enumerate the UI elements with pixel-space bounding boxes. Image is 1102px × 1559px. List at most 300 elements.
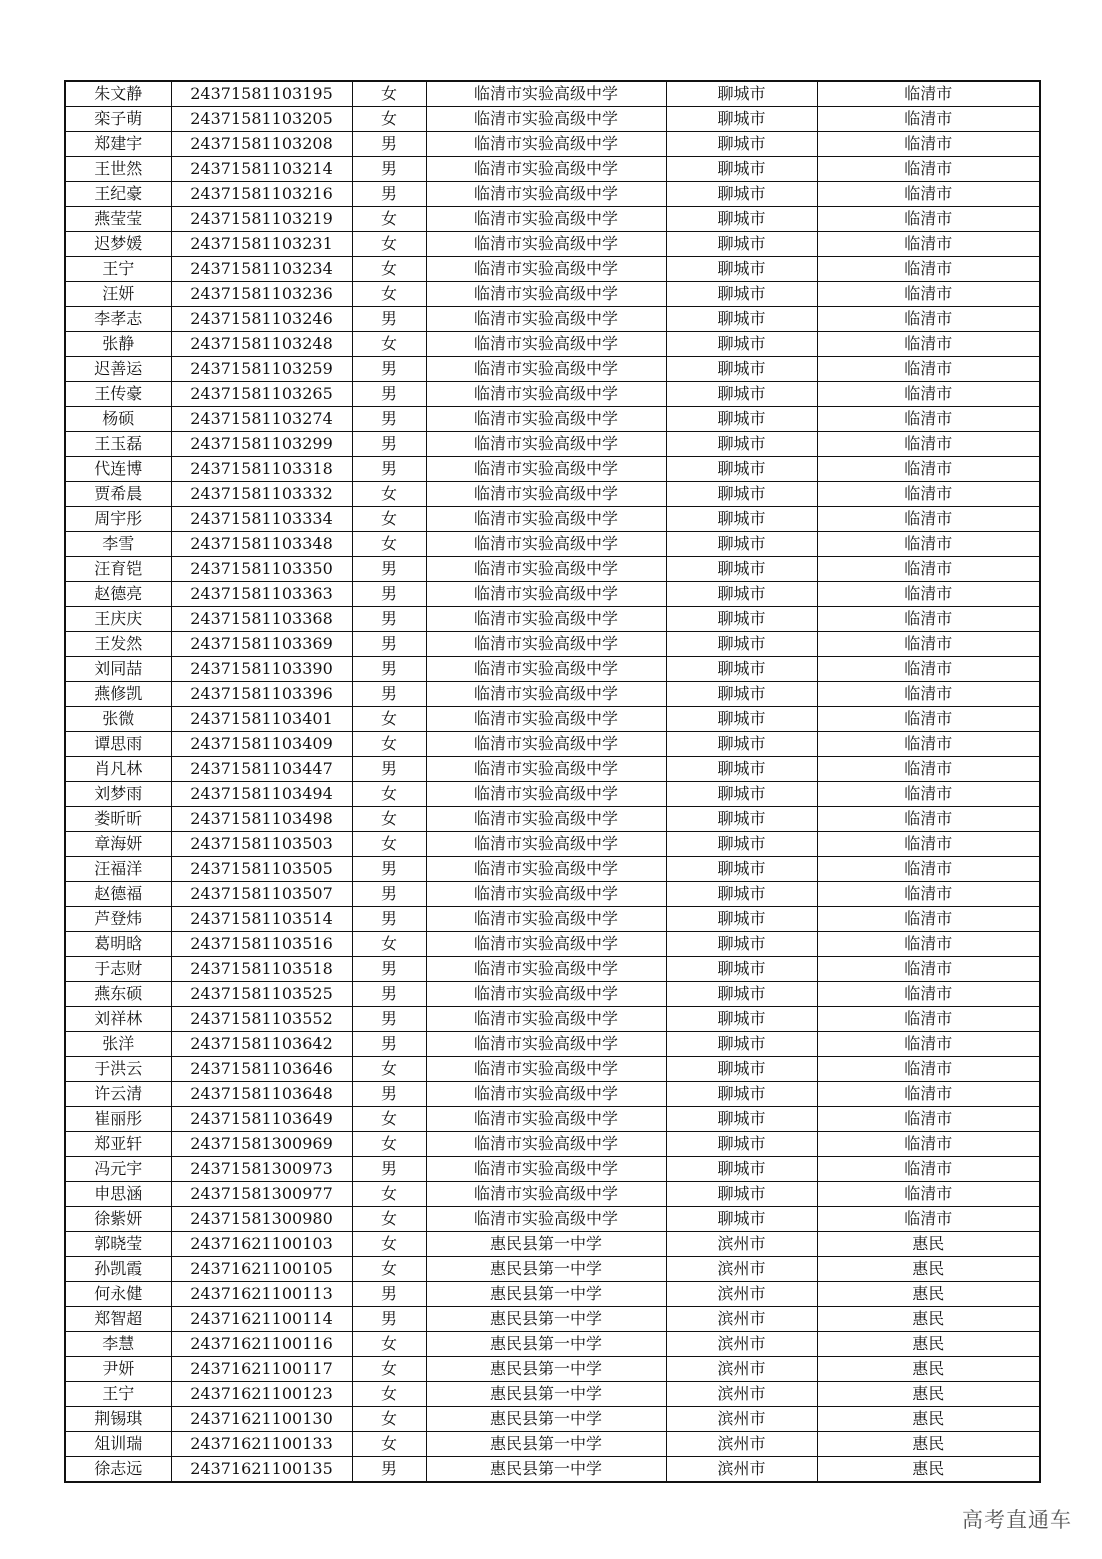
county-cell: 临清市 xyxy=(817,582,1040,607)
county-cell: 临清市 xyxy=(817,282,1040,307)
county-cell: 临清市 xyxy=(817,1032,1040,1057)
city-cell: 聊城市 xyxy=(666,657,817,682)
county-cell: 临清市 xyxy=(817,682,1040,707)
exam-id-cell: 24371581103498 xyxy=(171,807,352,832)
city-cell: 聊城市 xyxy=(666,732,817,757)
gender-cell: 女 xyxy=(352,832,426,857)
gender-cell: 女 xyxy=(352,1132,426,1157)
gender-cell: 男 xyxy=(352,982,426,1007)
school-cell: 惠民县第一中学 xyxy=(426,1407,666,1432)
student-name-cell: 郑智超 xyxy=(65,1307,171,1332)
school-cell: 临清市实验高级中学 xyxy=(426,182,666,207)
student-name-cell: 王世然 xyxy=(65,157,171,182)
student-name-cell: 崔丽彤 xyxy=(65,1107,171,1132)
city-cell: 聊城市 xyxy=(666,357,817,382)
table-row xyxy=(65,1107,1040,1132)
student-name-cell: 章海妍 xyxy=(65,832,171,857)
student-name-cell: 周宇彤 xyxy=(65,507,171,532)
city-cell: 聊城市 xyxy=(666,332,817,357)
city-cell: 聊城市 xyxy=(666,857,817,882)
table-row xyxy=(65,157,1040,182)
student-name-cell: 刘梦雨 xyxy=(65,782,171,807)
gender-cell: 女 xyxy=(352,332,426,357)
county-cell: 惠民 xyxy=(817,1407,1040,1432)
school-cell: 临清市实验高级中学 xyxy=(426,482,666,507)
gender-cell: 女 xyxy=(352,1257,426,1282)
table-row xyxy=(65,182,1040,207)
gender-cell: 男 xyxy=(352,582,426,607)
county-cell: 惠民 xyxy=(817,1232,1040,1257)
city-cell: 聊城市 xyxy=(666,607,817,632)
exam-id-cell: 24371581103505 xyxy=(171,857,352,882)
table-row xyxy=(65,1457,1040,1483)
school-cell: 临清市实验高级中学 xyxy=(426,1057,666,1082)
table-row xyxy=(65,582,1040,607)
student-name-cell: 赵德福 xyxy=(65,882,171,907)
gender-cell: 女 xyxy=(352,1357,426,1382)
student-name-cell: 燕莹莹 xyxy=(65,207,171,232)
city-cell: 聊城市 xyxy=(666,1032,817,1057)
county-cell: 临清市 xyxy=(817,457,1040,482)
city-cell: 聊城市 xyxy=(666,257,817,282)
exam-id-cell: 24371581103401 xyxy=(171,707,352,732)
city-cell: 滨州市 xyxy=(666,1457,817,1483)
student-name-cell: 申思涵 xyxy=(65,1182,171,1207)
table-row xyxy=(65,1307,1040,1332)
school-cell: 临清市实验高级中学 xyxy=(426,732,666,757)
student-name-cell: 王纪豪 xyxy=(65,182,171,207)
student-name-cell: 栾子萌 xyxy=(65,107,171,132)
student-name-cell: 代连博 xyxy=(65,457,171,482)
table-row xyxy=(65,632,1040,657)
student-name-cell: 徐紫妍 xyxy=(65,1207,171,1232)
student-name-cell: 王宁 xyxy=(65,257,171,282)
exam-id-cell: 24371581103514 xyxy=(171,907,352,932)
table-row xyxy=(65,81,1040,107)
student-name-cell: 李慧 xyxy=(65,1332,171,1357)
county-cell: 惠民 xyxy=(817,1457,1040,1483)
table-row xyxy=(65,407,1040,432)
school-cell: 惠民县第一中学 xyxy=(426,1432,666,1457)
student-name-cell: 燕东硕 xyxy=(65,982,171,1007)
student-name-cell: 李孝志 xyxy=(65,307,171,332)
exam-id-cell: 24371581103334 xyxy=(171,507,352,532)
county-cell: 临清市 xyxy=(817,857,1040,882)
gender-cell: 女 xyxy=(352,507,426,532)
county-cell: 临清市 xyxy=(817,707,1040,732)
school-cell: 临清市实验高级中学 xyxy=(426,1207,666,1232)
county-cell: 临清市 xyxy=(817,357,1040,382)
exam-id-cell: 24371581103234 xyxy=(171,257,352,282)
school-cell: 临清市实验高级中学 xyxy=(426,532,666,557)
county-cell: 临清市 xyxy=(817,882,1040,907)
city-cell: 聊城市 xyxy=(666,507,817,532)
school-cell: 临清市实验高级中学 xyxy=(426,1107,666,1132)
gender-cell: 女 xyxy=(352,782,426,807)
exam-id-cell: 24371581103332 xyxy=(171,482,352,507)
exam-id-cell: 24371581103231 xyxy=(171,232,352,257)
city-cell: 聊城市 xyxy=(666,282,817,307)
city-cell: 聊城市 xyxy=(666,432,817,457)
gender-cell: 女 xyxy=(352,1382,426,1407)
city-cell: 滨州市 xyxy=(666,1307,817,1332)
student-name-cell: 谭思雨 xyxy=(65,732,171,757)
exam-id-cell: 24371621100105 xyxy=(171,1257,352,1282)
exam-id-cell: 24371581103507 xyxy=(171,882,352,907)
school-cell: 临清市实验高级中学 xyxy=(426,132,666,157)
gender-cell: 男 xyxy=(352,182,426,207)
city-cell: 滨州市 xyxy=(666,1257,817,1282)
school-cell: 临清市实验高级中学 xyxy=(426,807,666,832)
school-cell: 临清市实验高级中学 xyxy=(426,1182,666,1207)
gender-cell: 男 xyxy=(352,132,426,157)
county-cell: 临清市 xyxy=(817,1107,1040,1132)
table-row xyxy=(65,782,1040,807)
county-cell: 临清市 xyxy=(817,157,1040,182)
exam-id-cell: 24371621100135 xyxy=(171,1457,352,1483)
school-cell: 惠民县第一中学 xyxy=(426,1457,666,1483)
county-cell: 临清市 xyxy=(817,1207,1040,1232)
table-row xyxy=(65,1282,1040,1307)
student-name-cell: 何永健 xyxy=(65,1282,171,1307)
student-name-cell: 孙凯霞 xyxy=(65,1257,171,1282)
county-cell: 临清市 xyxy=(817,932,1040,957)
gender-cell: 女 xyxy=(352,732,426,757)
school-cell: 临清市实验高级中学 xyxy=(426,707,666,732)
table-row xyxy=(65,1207,1040,1232)
city-cell: 聊城市 xyxy=(666,182,817,207)
city-cell: 聊城市 xyxy=(666,1007,817,1032)
gender-cell: 男 xyxy=(352,607,426,632)
table-row xyxy=(65,682,1040,707)
exam-id-cell: 24371581103447 xyxy=(171,757,352,782)
table-row xyxy=(65,507,1040,532)
county-cell: 临清市 xyxy=(817,832,1040,857)
exam-id-cell: 24371581103195 xyxy=(171,81,352,107)
gender-cell: 男 xyxy=(352,382,426,407)
school-cell: 临清市实验高级中学 xyxy=(426,107,666,132)
gender-cell: 女 xyxy=(352,1432,426,1457)
exam-id-cell: 24371621100133 xyxy=(171,1432,352,1457)
table-row xyxy=(65,1032,1040,1057)
school-cell: 临清市实验高级中学 xyxy=(426,157,666,182)
county-cell: 临清市 xyxy=(817,382,1040,407)
exam-id-cell: 24371621100130 xyxy=(171,1407,352,1432)
exam-id-cell: 24371581103214 xyxy=(171,157,352,182)
student-name-cell: 郑建宇 xyxy=(65,132,171,157)
school-cell: 临清市实验高级中学 xyxy=(426,1157,666,1182)
table-row xyxy=(65,907,1040,932)
table-row xyxy=(65,1157,1040,1182)
table-row xyxy=(65,1082,1040,1107)
exam-id-cell: 24371581103299 xyxy=(171,432,352,457)
school-cell: 临清市实验高级中学 xyxy=(426,557,666,582)
student-name-cell: 俎训瑞 xyxy=(65,1432,171,1457)
exam-id-cell: 24371621100114 xyxy=(171,1307,352,1332)
gender-cell: 男 xyxy=(352,907,426,932)
county-cell: 临清市 xyxy=(817,1082,1040,1107)
school-cell: 惠民县第一中学 xyxy=(426,1282,666,1307)
county-cell: 临清市 xyxy=(817,1057,1040,1082)
school-cell: 临清市实验高级中学 xyxy=(426,257,666,282)
roster-table xyxy=(64,80,1041,1483)
gender-cell: 男 xyxy=(352,1007,426,1032)
school-cell: 临清市实验高级中学 xyxy=(426,782,666,807)
gender-cell: 女 xyxy=(352,1232,426,1257)
exam-id-cell: 24371581300977 xyxy=(171,1182,352,1207)
school-cell: 惠民县第一中学 xyxy=(426,1332,666,1357)
table-row xyxy=(65,307,1040,332)
table-row xyxy=(65,357,1040,382)
student-name-cell: 郑亚轩 xyxy=(65,1132,171,1157)
county-cell: 临清市 xyxy=(817,232,1040,257)
exam-id-cell: 24371621100116 xyxy=(171,1332,352,1357)
county-cell: 临清市 xyxy=(817,1132,1040,1157)
student-name-cell: 尹妍 xyxy=(65,1357,171,1382)
gender-cell: 男 xyxy=(352,1082,426,1107)
city-cell: 聊城市 xyxy=(666,457,817,482)
county-cell: 临清市 xyxy=(817,607,1040,632)
school-cell: 临清市实验高级中学 xyxy=(426,932,666,957)
city-cell: 聊城市 xyxy=(666,407,817,432)
exam-id-cell: 24371581103274 xyxy=(171,407,352,432)
city-cell: 聊城市 xyxy=(666,482,817,507)
table-row xyxy=(65,732,1040,757)
county-cell: 临清市 xyxy=(817,482,1040,507)
city-cell: 滨州市 xyxy=(666,1232,817,1257)
city-cell: 聊城市 xyxy=(666,707,817,732)
exam-id-cell: 24371581103208 xyxy=(171,132,352,157)
city-cell: 滨州市 xyxy=(666,1357,817,1382)
exam-id-cell: 24371581103642 xyxy=(171,1032,352,1057)
table-row xyxy=(65,1382,1040,1407)
city-cell: 聊城市 xyxy=(666,557,817,582)
school-cell: 临清市实验高级中学 xyxy=(426,81,666,107)
school-cell: 临清市实验高级中学 xyxy=(426,1007,666,1032)
student-name-cell: 娄昕昕 xyxy=(65,807,171,832)
school-cell: 临清市实验高级中学 xyxy=(426,307,666,332)
city-cell: 聊城市 xyxy=(666,582,817,607)
school-cell: 临清市实验高级中学 xyxy=(426,457,666,482)
table-row xyxy=(65,607,1040,632)
school-cell: 临清市实验高级中学 xyxy=(426,957,666,982)
gender-cell: 女 xyxy=(352,1057,426,1082)
city-cell: 聊城市 xyxy=(666,1207,817,1232)
student-name-cell: 芦登炜 xyxy=(65,907,171,932)
school-cell: 惠民县第一中学 xyxy=(426,1357,666,1382)
student-name-cell: 张静 xyxy=(65,332,171,357)
gender-cell: 女 xyxy=(352,1107,426,1132)
county-cell: 临清市 xyxy=(817,207,1040,232)
school-cell: 临清市实验高级中学 xyxy=(426,507,666,532)
county-cell: 临清市 xyxy=(817,757,1040,782)
city-cell: 聊城市 xyxy=(666,107,817,132)
city-cell: 聊城市 xyxy=(666,307,817,332)
table-row xyxy=(65,132,1040,157)
table-row xyxy=(65,657,1040,682)
school-cell: 临清市实验高级中学 xyxy=(426,207,666,232)
county-cell: 临清市 xyxy=(817,732,1040,757)
gender-cell: 女 xyxy=(352,807,426,832)
city-cell: 聊城市 xyxy=(666,1157,817,1182)
student-name-cell: 王发然 xyxy=(65,632,171,657)
county-cell: 临清市 xyxy=(817,332,1040,357)
county-cell: 临清市 xyxy=(817,532,1040,557)
school-cell: 临清市实验高级中学 xyxy=(426,332,666,357)
exam-id-cell: 24371581103348 xyxy=(171,532,352,557)
table-row xyxy=(65,532,1040,557)
exam-id-cell: 24371581103525 xyxy=(171,982,352,1007)
county-cell: 临清市 xyxy=(817,107,1040,132)
gender-cell: 女 xyxy=(352,932,426,957)
school-cell: 临清市实验高级中学 xyxy=(426,757,666,782)
table-row xyxy=(65,1332,1040,1357)
table-row xyxy=(65,107,1040,132)
gender-cell: 女 xyxy=(352,1207,426,1232)
city-cell: 聊城市 xyxy=(666,382,817,407)
county-cell: 临清市 xyxy=(817,1157,1040,1182)
school-cell: 临清市实验高级中学 xyxy=(426,682,666,707)
student-name-cell: 许云清 xyxy=(65,1082,171,1107)
county-cell: 临清市 xyxy=(817,1007,1040,1032)
exam-id-cell: 24371581300969 xyxy=(171,1132,352,1157)
student-name-cell: 赵德亮 xyxy=(65,582,171,607)
county-cell: 临清市 xyxy=(817,81,1040,107)
table-row xyxy=(65,257,1040,282)
city-cell: 聊城市 xyxy=(666,982,817,1007)
exam-id-cell: 24371581103216 xyxy=(171,182,352,207)
county-cell: 惠民 xyxy=(817,1432,1040,1457)
student-name-cell: 于志财 xyxy=(65,957,171,982)
school-cell: 惠民县第一中学 xyxy=(426,1232,666,1257)
table-row xyxy=(65,832,1040,857)
city-cell: 聊城市 xyxy=(666,782,817,807)
exam-id-cell: 24371581103205 xyxy=(171,107,352,132)
table-row xyxy=(65,807,1040,832)
student-name-cell: 朱文静 xyxy=(65,81,171,107)
student-name-cell: 荆锡琪 xyxy=(65,1407,171,1432)
table-row xyxy=(65,557,1040,582)
gender-cell: 男 xyxy=(352,632,426,657)
table-row xyxy=(65,332,1040,357)
gender-cell: 女 xyxy=(352,707,426,732)
school-cell: 临清市实验高级中学 xyxy=(426,432,666,457)
exam-id-cell: 24371581103368 xyxy=(171,607,352,632)
exam-id-cell: 24371581103369 xyxy=(171,632,352,657)
exam-id-cell: 24371581103390 xyxy=(171,657,352,682)
school-cell: 临清市实验高级中学 xyxy=(426,282,666,307)
school-cell: 惠民县第一中学 xyxy=(426,1257,666,1282)
county-cell: 惠民 xyxy=(817,1257,1040,1282)
student-name-cell: 徐志远 xyxy=(65,1457,171,1483)
table-row xyxy=(65,1132,1040,1157)
gender-cell: 男 xyxy=(352,1282,426,1307)
student-name-cell: 迟梦媛 xyxy=(65,232,171,257)
exam-id-cell: 24371581103649 xyxy=(171,1107,352,1132)
gender-cell: 男 xyxy=(352,882,426,907)
city-cell: 聊城市 xyxy=(666,232,817,257)
school-cell: 临清市实验高级中学 xyxy=(426,357,666,382)
table-row xyxy=(65,957,1040,982)
table-row xyxy=(65,1182,1040,1207)
student-name-cell: 汪育铠 xyxy=(65,557,171,582)
gender-cell: 男 xyxy=(352,1307,426,1332)
exam-id-cell: 24371621100103 xyxy=(171,1232,352,1257)
city-cell: 聊城市 xyxy=(666,207,817,232)
school-cell: 临清市实验高级中学 xyxy=(426,407,666,432)
county-cell: 惠民 xyxy=(817,1332,1040,1357)
gender-cell: 女 xyxy=(352,532,426,557)
student-name-cell: 王庆庆 xyxy=(65,607,171,632)
gender-cell: 女 xyxy=(352,81,426,107)
county-cell: 临清市 xyxy=(817,407,1040,432)
student-name-cell: 杨硕 xyxy=(65,407,171,432)
table-row xyxy=(65,207,1040,232)
county-cell: 临清市 xyxy=(817,957,1040,982)
city-cell: 滨州市 xyxy=(666,1332,817,1357)
school-cell: 临清市实验高级中学 xyxy=(426,857,666,882)
city-cell: 滨州市 xyxy=(666,1432,817,1457)
school-cell: 临清市实验高级中学 xyxy=(426,607,666,632)
county-cell: 临清市 xyxy=(817,907,1040,932)
table-row xyxy=(65,1232,1040,1257)
city-cell: 聊城市 xyxy=(666,1132,817,1157)
county-cell: 临清市 xyxy=(817,182,1040,207)
table-row xyxy=(65,1407,1040,1432)
exam-id-cell: 24371621100123 xyxy=(171,1382,352,1407)
student-name-cell: 王宁 xyxy=(65,1382,171,1407)
school-cell: 临清市实验高级中学 xyxy=(426,657,666,682)
county-cell: 临清市 xyxy=(817,307,1040,332)
exam-id-cell: 24371581103363 xyxy=(171,582,352,607)
table-row xyxy=(65,232,1040,257)
city-cell: 滨州市 xyxy=(666,1407,817,1432)
city-cell: 聊城市 xyxy=(666,957,817,982)
county-cell: 临清市 xyxy=(817,1182,1040,1207)
gender-cell: 男 xyxy=(352,857,426,882)
county-cell: 惠民 xyxy=(817,1357,1040,1382)
gender-cell: 男 xyxy=(352,457,426,482)
school-cell: 临清市实验高级中学 xyxy=(426,882,666,907)
table-row xyxy=(65,1057,1040,1082)
school-cell: 临清市实验高级中学 xyxy=(426,1132,666,1157)
table-row xyxy=(65,757,1040,782)
gender-cell: 男 xyxy=(352,757,426,782)
student-name-cell: 迟善运 xyxy=(65,357,171,382)
gender-cell: 男 xyxy=(352,407,426,432)
gender-cell: 男 xyxy=(352,657,426,682)
exam-id-cell: 24371581103219 xyxy=(171,207,352,232)
student-name-cell: 肖凡林 xyxy=(65,757,171,782)
gender-cell: 女 xyxy=(352,257,426,282)
exam-id-cell: 24371581103248 xyxy=(171,332,352,357)
table-row xyxy=(65,882,1040,907)
county-cell: 临清市 xyxy=(817,807,1040,832)
city-cell: 聊城市 xyxy=(666,1182,817,1207)
table-row xyxy=(65,282,1040,307)
exam-id-cell: 24371581103236 xyxy=(171,282,352,307)
city-cell: 聊城市 xyxy=(666,81,817,107)
county-cell: 临清市 xyxy=(817,982,1040,1007)
county-cell: 临清市 xyxy=(817,557,1040,582)
school-cell: 临清市实验高级中学 xyxy=(426,1032,666,1057)
gender-cell: 女 xyxy=(352,482,426,507)
gender-cell: 男 xyxy=(352,957,426,982)
exam-id-cell: 24371581103396 xyxy=(171,682,352,707)
school-cell: 临清市实验高级中学 xyxy=(426,1082,666,1107)
table-row xyxy=(65,932,1040,957)
school-cell: 惠民县第一中学 xyxy=(426,1382,666,1407)
